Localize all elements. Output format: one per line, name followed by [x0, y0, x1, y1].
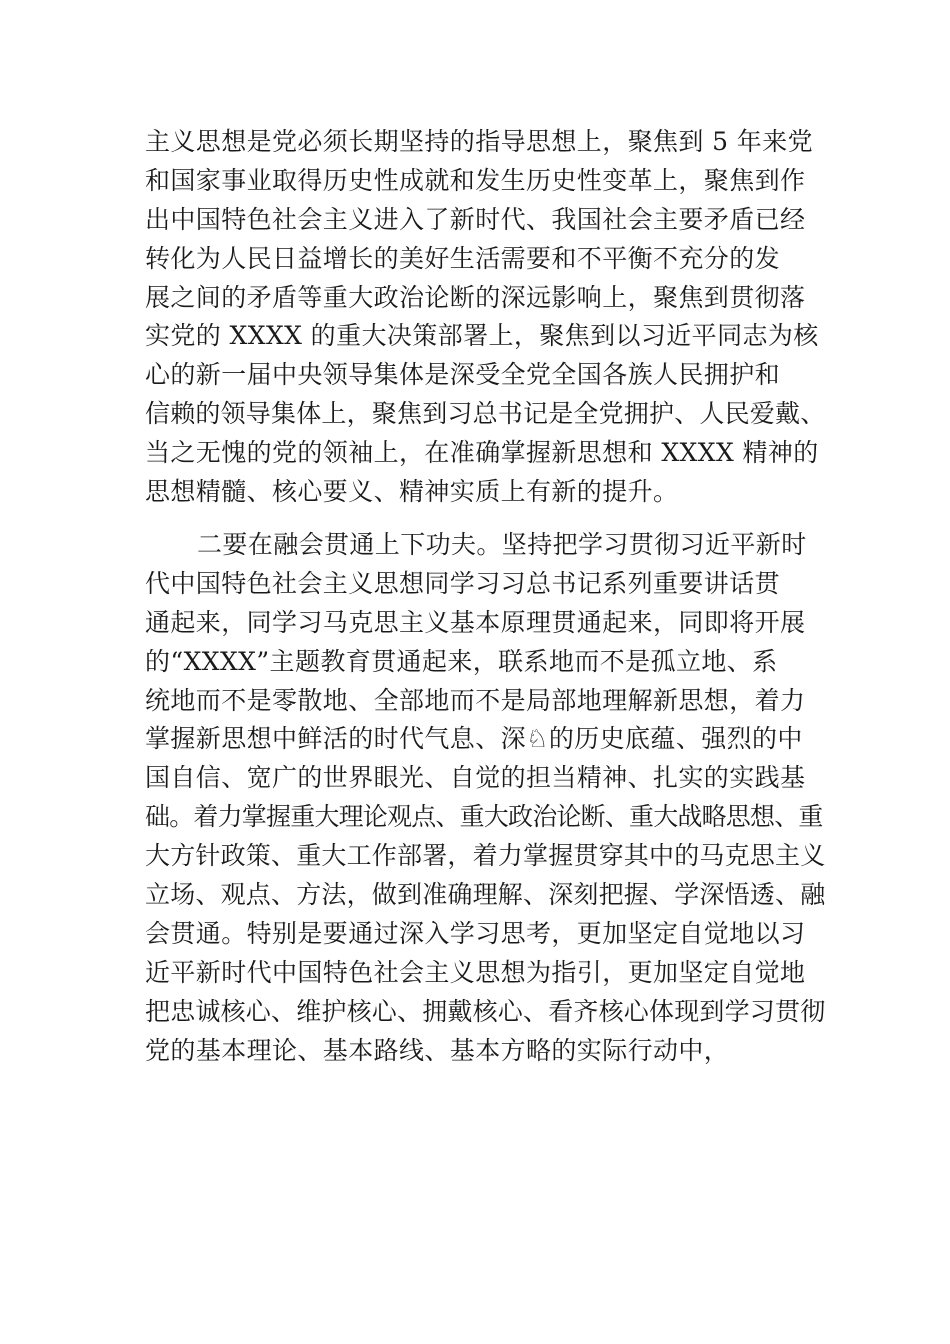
paragraph-2: [145, 526, 825, 1070]
paragraph-line: 掌握新思想中鲜活的时代气息、深♘的历史底蕴、强烈的中: [145, 724, 803, 754]
paragraph-line: 近平新时代中国特色社会主义思想为指引，更加坚定自觉地: [145, 957, 806, 987]
paragraph-line: 立场、观点、方法，做到准确理解、深刻把握、学深悟透、融: [145, 880, 826, 910]
paragraph-line: 党的基本理论、基本路线、基本方略的实际行动中，: [145, 1035, 730, 1065]
paragraph-line: 础。着力掌握重大理论观点、重大政治论断、重大战略思想、重: [145, 802, 823, 832]
paragraph-line: 展之间的矛盾等重大政治论断的深远影响上，聚焦到贯彻落: [145, 282, 806, 312]
paragraph-line: 信赖的领导集体上，聚焦到习总书记是全党拥护、人民爱戴、: [145, 399, 826, 429]
paragraph-line: 实党的 XXXX 的重大决策部署上，聚焦到以习近平同志为核: [145, 321, 819, 351]
paragraph-line: 把忠诚核心、维护核心、拥戴核心、看齐核心体现到学习贯彻: [145, 996, 826, 1026]
paragraph-line: 心的新一届中央领导集体是深受全党全国各族人民拥护和: [145, 360, 781, 390]
paragraph-line: 主义思想是党必须长期坚持的指导思想上，聚焦到 5 年来党: [145, 127, 814, 156]
paragraph-line: 会贯通。特别是要通过深入学习思考，更加坚定自觉地以习: [145, 918, 806, 948]
paragraph-line: 统地而不是零散地、全部地而不是局部地理解新思想，着力: [145, 685, 806, 715]
paragraph-line: 的“XXXX”主题教育贯通起来，联系地而不是孤立地、系: [145, 646, 778, 676]
paragraph-line: 代中国特色社会主义思想同学习习总书记系列重要讲话贯: [145, 568, 781, 598]
paragraph-line: 当之无愧的党的领袖上，在准确掌握新思想和 XXXX 精神的: [145, 438, 819, 468]
paragraph-line: 通起来，同学习马克思主义基本原理贯通起来，同即将开展: [145, 607, 806, 637]
paragraph-line: 转化为人民日益增长的美好生活需要和不平衡不充分的发: [145, 243, 781, 273]
paragraph-line: 二要在融会贯通上下功夫。坚持把学习贯彻习近平新时: [197, 530, 807, 559]
paragraph-line: 出中国特色社会主义进入了新时代、我国社会主要矛盾已经: [145, 204, 806, 234]
paragraph-line: 和国家事业取得历史性成就和发生历史性变革上，聚焦到作: [145, 165, 806, 195]
paragraph-line: 思想精髓、核心要义、精神实质上有新的提升。: [145, 477, 679, 507]
paragraph-line: 国自信、宽广的世界眼光、自觉的担当精神、扎实的实践基: [145, 763, 806, 793]
paragraph-1: [145, 123, 825, 512]
paragraph-line: 大方针政策、重大工作部署，着力掌握贯穿其中的马克思主义: [145, 841, 826, 871]
